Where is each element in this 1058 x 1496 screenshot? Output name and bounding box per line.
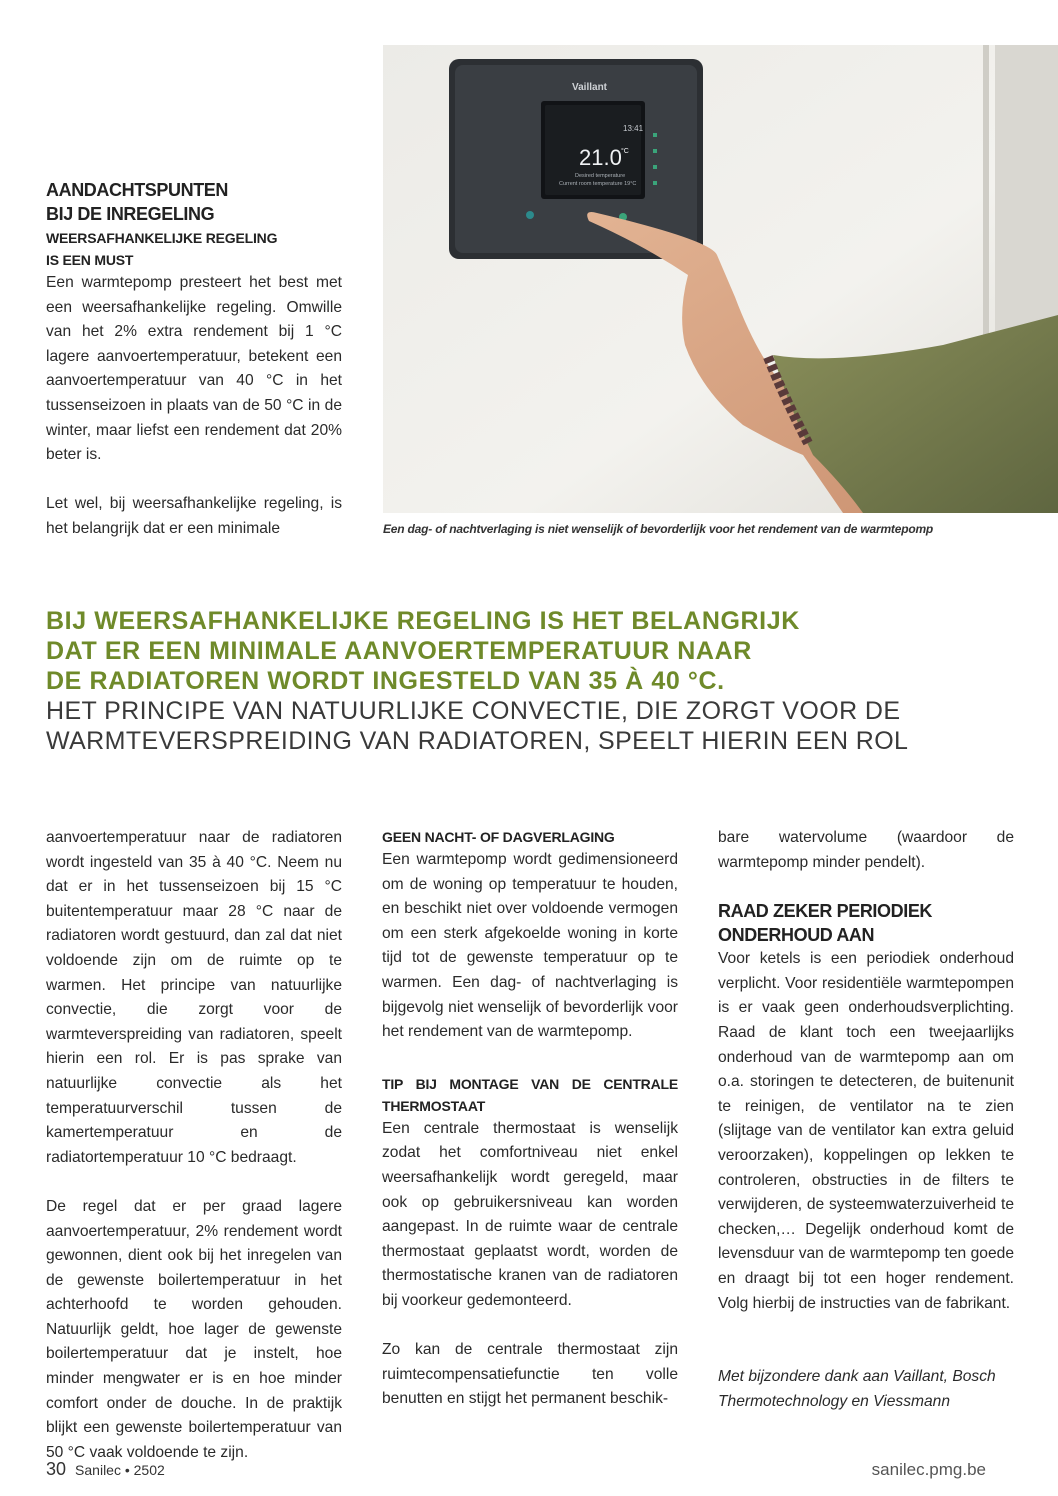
- help-icon: [526, 211, 534, 219]
- thermostat-line2: Current room temperature 19°C: [559, 181, 637, 187]
- column-1: [46, 826, 342, 1465]
- thermostat-unit: °C: [621, 148, 629, 155]
- col2-subheading-2: TIP BIJ MONTAGE VAN DE CENTRALE THERMOSTAAT: [382, 1075, 678, 1114]
- intro-heading-line1: AANDACHTSPUNTEN: [46, 180, 228, 200]
- col2-subheading-1: GEEN NACHT- OF DAGVERLAGING: [382, 829, 615, 845]
- col2-paragraph-2: Een centrale thermostaat is wenselijk zodat het comfortniveau niet enkel weersafhankelijk wordt geregeld, maar ook op gebruikersniveau kan worden aangepast. In de ruimte waar de centrale thermostaat geplaatst wordt, worden de thermostatische kranen van de radiatoren bij voorkeur gedemonteerd.: [382, 1119, 678, 1309]
- col3-heading-line1: RAAD ZEKER PERIODIEK: [718, 901, 933, 922]
- col3-heading-line2: ONDERHOUD AAN: [718, 925, 875, 946]
- intro-subheading-line1: WEERSAFHANKELIJKE REGELING: [46, 230, 278, 246]
- intro-paragraph-2: Let wel, bij weersafhankelijke regeling, is het belangrijk dat er een minimale: [46, 495, 342, 537]
- pull-quote-dark-line-1: HET PRINCIPE VAN NATUURLIJKE CONVECTIE, DIE ZORGT VOOR DE: [46, 697, 901, 725]
- footer-page-info: [46, 1459, 165, 1480]
- pull-quote: [46, 606, 1026, 756]
- thermostat-brand: Vaillant: [572, 82, 608, 93]
- pull-quote-dark-line-2: WARMTEVERSPREIDING VAN RADIATOREN, SPEELT HIERIN EEN ROL: [46, 727, 909, 755]
- col1-paragraph-2: De regel dat er per graad lagere aanvoertemperatuur, 2% rendement wordt gewonnen, dient ook bij het inregelen van de gewenste boilertemperatuur in het achterhoofd te worden gehouden. Natuurlijk geldt, hoe lager de gewenste boilertemperatuur dat je instelt, hoe minder mengwater er is en hoe minder comfort onder de douche. In de praktijk blijkt een gewenste boilertemperatuur van 50 °C vaak voldoende te zijn.: [46, 1197, 342, 1461]
- col3-paragraph-2: Voor ketels is een periodiek onderhoud verplicht. Voor residentiële warmtepompen is er vaak geen onderhoudsverplichting. Raad de klant toch een tweejaarlijks onderhoud van de warmtepomp aan om o.a. storingen te detecteren, de buitenunit te reinigen, de ventilator na te zien (slijtage van de ventilator kan extra geluid veroorzaken), koppelingen op lekken te controleren, obstructies in de filters te verwijderen, de systeemwaterzuiverheid te checken,… Degelijk onderhoud komt de levensduur van de warmtepomp ten goede en draagt bij tot een hoger rendement. Volg hierbij de instructies van de fabrikant.: [718, 950, 1014, 1312]
- thermostat-status: 13:41: [623, 124, 644, 133]
- publication-label: Sanilec • 2502: [75, 1462, 165, 1478]
- intro-paragraph-1: Een warmtepomp presteert het best met een weersafhankelijke regeling. Omwille van het 2% extra rendement bij 1 °C lagere aanvoertemperatuur, betekent een aanvoertemperatuur van 40 °C in het tussenseizoen in plaats van de 50 °C in de winter, maar liefst een rendement dat 20% beter is.: [46, 274, 342, 464]
- thermostat-illustration: [383, 45, 1058, 513]
- column-3: [718, 826, 1014, 1414]
- thermostat-line1: Desired temperature: [575, 173, 626, 179]
- col2-paragraph-1: Een warmtepomp wordt gedimensioneerd om de woning op temperatuur te houden, en beschikt niet over voldoende vermogen om een sterk afgekoelde woning in korte tijd tot de gewenste temperatuur op te warmen. Een dag- of nachtverlaging is bijgevolg niet wenselijk of bevorderlijk voor het rendement van de warmtepomp.: [382, 851, 678, 1041]
- photo-caption: Een dag- of nachtverlaging is niet wenselijk of bevorderlijk voor het rendement van de warmtepomp: [383, 522, 934, 536]
- pull-quote-green-line-2: DAT ER EEN MINIMALE AANVOERTEMPERATUUR NAAR: [46, 637, 752, 665]
- intro-subheading: [46, 227, 342, 271]
- intro-heading: [46, 178, 342, 226]
- thermostat-temperature: 21.0: [579, 145, 622, 170]
- pull-quote-green-line-3: DE RADIATOREN WORDT INGESTELD VAN 35 À 40 °C.: [46, 667, 725, 695]
- intro-subheading-line2: IS EEN MUST: [46, 252, 134, 268]
- col3-paragraph-1: bare watervolume (waardoor de warmtepomp minder pendelt).: [718, 829, 1014, 871]
- col1-paragraph-1: aanvoertemperatuur naar de radiatoren wordt ingesteld van 35 à 40 °C. Neem nu dat er in het tussenseizoen bij 15 °C buitentemperatuur maar 28 °C naar de radiatoren wordt gestuurd, dan zal dat niet voldoende zijn om de ruimte op te warmen. Het principe van natuurlijke convectie, die zorgt voor de warmteverspreiding van radiatoren, speelt hierin een rol. Er is pas sprake van natuurlijke convectie als het temperatuurverschil tussen de kamertemperatuur en de radiatortemperatuur 10 °C bedraagt.: [46, 829, 342, 1166]
- column-2: [382, 826, 678, 1412]
- col3-thanks: Met bijzondere dank aan Vaillant, Bosch Thermotechnology en Viessmann: [718, 1368, 996, 1410]
- footer-website-link[interactable]: sanilec.pmg.be: [871, 1460, 986, 1479]
- page-number: 30: [46, 1459, 67, 1479]
- pull-quote-green-line-1: BIJ WEERSAFHANKELIJKE REGELING IS HET BELANGRIJK: [46, 607, 800, 635]
- thermostat-photo: [383, 45, 1058, 513]
- intro-column: [46, 178, 342, 542]
- col2-paragraph-3: Zo kan de centrale thermostaat zijn ruimtecompensatiefunctie ten volle benutten en stijgt het permanent beschik-: [382, 1341, 678, 1408]
- intro-heading-line2: BIJ DE INREGELING: [46, 204, 215, 224]
- col3-heading: [718, 899, 1014, 947]
